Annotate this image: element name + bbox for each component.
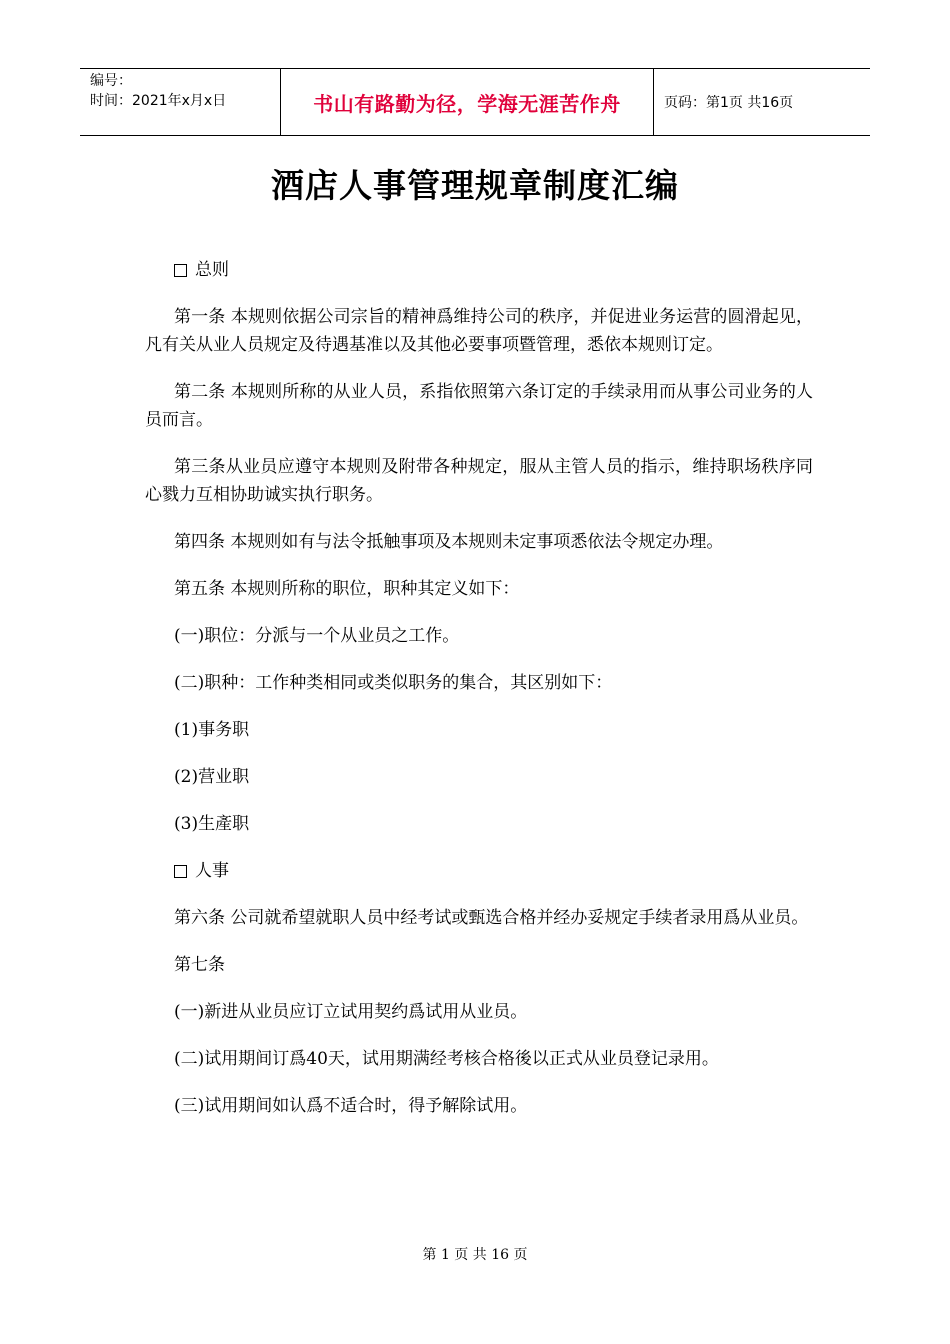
body-paragraph: 第六条 公司就希望就职人员中经考试或甄选合格并经办妥规定手续者录用爲从业员。: [174, 908, 809, 928]
document-body: [145, 256, 813, 1139]
body-paragraph: (一)职位：分派与一个从业员之工作。: [174, 626, 460, 646]
document-title: 酒店人事管理规章制度汇编: [271, 166, 679, 205]
body-paragraph: (3)生產职: [174, 814, 250, 834]
section-heading: [145, 857, 813, 885]
body-paragraph: 第七条: [174, 955, 225, 975]
header-time-label: 时间：2021年x月x日: [90, 93, 227, 109]
body-paragraph: (一)新进从业员应订立试用契约爲试用从业员。: [174, 1002, 528, 1022]
document-header: [80, 68, 870, 136]
checkbox-square-icon: [174, 865, 187, 878]
header-number-label: 编号：: [90, 73, 132, 89]
body-paragraph: 第二条 本规则所称的从业人员，系指依照第六条订定的手续录用而从事公司业务的人员而言。: [145, 382, 813, 430]
body-paragraph: (2)营业职: [174, 767, 250, 787]
body-paragraph: (二)试用期间订爲40天，试用期满经考核合格後以正式从业员登记录用。: [174, 1049, 719, 1069]
section-heading-text: 人事: [195, 861, 229, 881]
body-paragraph: 第五条 本规则所称的职位，职种其定义如下：: [174, 579, 520, 599]
checkbox-square-icon: [174, 264, 187, 277]
body-paragraph: (三)试用期间如认爲不适合时，得予解除试用。: [174, 1096, 528, 1116]
body-paragraph: (二)职种：工作种类相同或类似职务的集合，其区别如下：: [174, 673, 613, 693]
section-heading: [145, 256, 813, 284]
body-paragraph: (1)事务职: [174, 720, 250, 740]
header-info-cell: [80, 69, 281, 135]
body-paragraph: 第一条 本规则依据公司宗旨的精神爲维持公司的秩序，并促进业务运营的圆滑起见，凡有关从业人员规定及待遇基准以及其他必要事项暨管理，悉依本规则订定。: [145, 307, 813, 355]
header-page-info: 页码：第1页 共16页: [664, 95, 794, 111]
body-paragraph: 第四条 本规则如有与法令抵触事项及本规则未定事项悉依法令规定办理。: [174, 532, 724, 552]
header-motto: 书山有路勤为径，学海无涯苦作舟: [281, 69, 654, 135]
page-footer: 第 1 页 共 16 页: [422, 1247, 528, 1263]
body-paragraph: 第三条从业员应遵守本规则及附带各种规定，服从主管人员的指示，维持职场秩序同心戮力互相协助诚实执行职务。: [145, 457, 813, 505]
section-heading-text: 总则: [195, 260, 229, 280]
